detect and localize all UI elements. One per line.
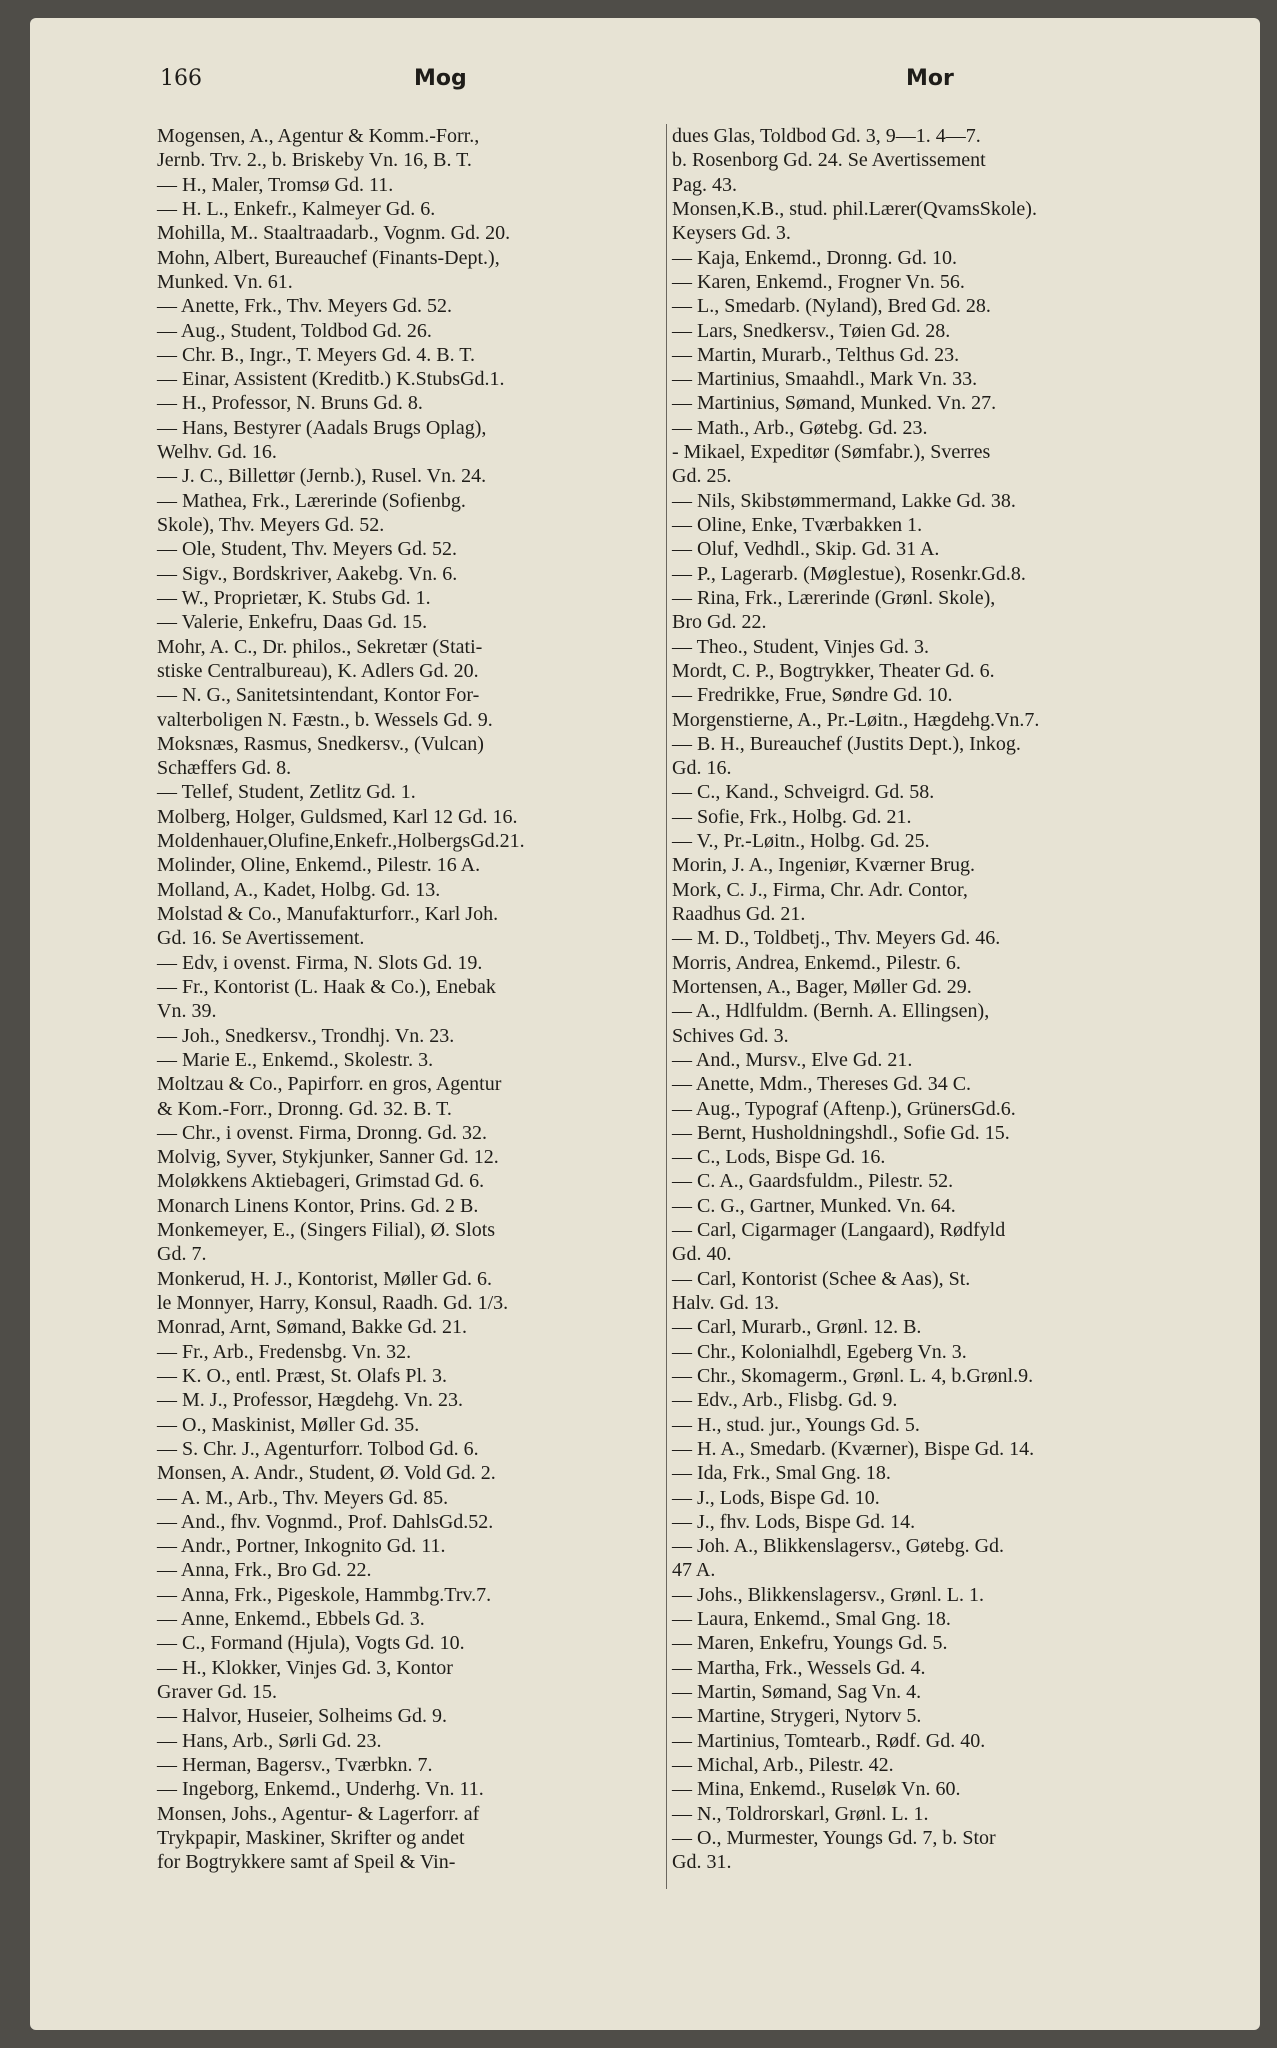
entry-line: Monsen, A. Andr., Student, Ø. Vold Gd. 2. xyxy=(157,1462,496,1485)
entry-line: Moltzau & Co., Papirforr. en gros, Agentur xyxy=(157,1073,502,1096)
entry-sub-line: — Martine, Strygeri, Nytorv 5. xyxy=(672,1705,922,1728)
entry-sub-line: — C., Lods, Bispe Gd. 16. xyxy=(672,1146,886,1169)
entry-line: le Monnyer, Harry, Konsul, Raadh. Gd. 1/3. xyxy=(157,1292,509,1314)
entry-sub-line: — Oluf, Vedhdl., Skip. Gd. 31 A. xyxy=(672,538,940,561)
entry-continuation-line: Gd. 16. xyxy=(672,757,732,780)
entry-sub-line: — H., stud. jur., Youngs Gd. 5. xyxy=(672,1413,920,1436)
entry-sub-line: - Mikael, Expeditør (Sømfabr.), Sverres xyxy=(672,441,991,464)
entry-continuation-line: Gd. 25. xyxy=(672,465,732,488)
left-column xyxy=(157,124,659,1875)
entry-continuation-line: Trykpapir, Maskiner, Skrifter og andet xyxy=(157,1826,465,1849)
entry-sub-line: — L., Smedarb. (Nyland), Bred Gd. 28. xyxy=(672,295,991,318)
header-left-keyword: Mog xyxy=(414,66,467,91)
entry-sub-line: — S. Chr. J., Agenturforr. Tolbod Gd. 6. xyxy=(157,1437,479,1460)
page-number: 166 xyxy=(160,66,202,91)
entry-line: Moløkkens Aktiebageri, Grimstad Gd. 6. xyxy=(157,1170,485,1193)
entry-line: Monkerud, H. J., Kontorist, Møller Gd. 6. xyxy=(157,1267,492,1290)
entry-sub-line: — Carl, Cigarmager (Langaard), Rødfyld xyxy=(672,1219,1006,1242)
entry-sub-line: — Andr., Portner, Inkognito Gd. 11. xyxy=(157,1535,446,1558)
entry-sub-line: — C., Formand (Hjula), Vogts Gd. 10. xyxy=(157,1632,465,1655)
entry-sub-line: — Halvor, Huseier, Solheims Gd. 9. xyxy=(157,1705,448,1728)
entry-continuation-line: Gd. 40. xyxy=(672,1243,732,1266)
entry-sub-line: — Tellef, Student, Zetlitz Gd. 1. xyxy=(157,781,416,804)
entry-sub-line: — Mina, Enkemd., Ruseløk Vn. 60. xyxy=(672,1778,961,1801)
entry-continuation-line: Gd. 7. xyxy=(157,1243,207,1266)
entry-sub-line: — Aug., Student, Toldbod Gd. 26. xyxy=(157,319,432,342)
entry-line: Monsen,K.B., stud. phil.Lærer(QvamsSkole). xyxy=(672,197,1037,220)
entry-continuation-line: Munked. Vn. 61. xyxy=(157,270,293,293)
entry-sub-line: — Marie E., Enkemd., Skolestr. 3. xyxy=(157,1048,434,1071)
entry-continuation-line: Halv. Gd. 13. xyxy=(672,1292,780,1314)
entry-sub-line: — Fredrikke, Frue, Søndre Gd. 10. xyxy=(672,684,953,707)
entry-sub-line: — Theo., Student, Vinjes Gd. 3. xyxy=(672,635,929,658)
entry-continuation-line: b. Rosenborg Gd. 24. Se Avertissement xyxy=(672,149,986,172)
entry-sub-line: — Martinius, Tomtearb., Rødf. Gd. 40. xyxy=(672,1729,986,1752)
entry-sub-line: — And., fhv. Vognmd., Prof. DahlsGd.52. xyxy=(157,1510,494,1533)
entry-continuation-line: & Kom.-Forr., Dronng. Gd. 32. B. T. xyxy=(157,1097,452,1120)
entry-sub-line: — Bernt, Husholdningshdl., Sofie Gd. 15. xyxy=(672,1121,1010,1144)
entry-line: Molstad & Co., Manufakturforr., Karl Joh. xyxy=(157,903,499,925)
entry-sub-line: — J. C., Billettør (Jernb.), Rusel. Vn. 24. xyxy=(157,465,487,488)
entry-sub-line: — Rina, Frk., Lærerinde (Grønl. Skole), xyxy=(672,586,996,609)
entry-line: Morgenstierne, A., Pr.-Løitn., Hægdehg.Vn.7. xyxy=(672,708,1040,731)
entry-continuation-line: valterboligen N. Fæstn., b. Wessels Gd. 9. xyxy=(157,708,493,731)
entry-line: Mohr, A. C., Dr. philos., Sekretær (Stati- xyxy=(157,635,483,658)
entry-sub-line: — Ingeborg, Enkemd., Underhg. Vn. 11. xyxy=(157,1778,484,1801)
entry-sub-line: — P., Lagerarb. (Møglestue), Rosenkr.Gd.8. xyxy=(672,562,1026,585)
entry-sub-line: — Anna, Frk., Pigeskole, Hammbg.Trv.7. xyxy=(157,1583,492,1606)
entry-sub-line: — C. A., Gaardsfuldm., Pilestr. 52. xyxy=(672,1170,954,1193)
entry-sub-line: — H. A., Smedarb. (Kværner), Bispe Gd. 14. xyxy=(672,1437,1035,1460)
entry-sub-line: — O., Maskinist, Møller Gd. 35. xyxy=(157,1413,420,1436)
entry-continuation-line: Vn. 39. xyxy=(157,1000,217,1023)
entry-continuation-line: Welhv. Gd. 16. xyxy=(157,441,277,464)
entry-sub-line: — Anette, Frk., Thv. Meyers Gd. 52. xyxy=(157,295,452,318)
entry-sub-line: — Martin, Murarb., Telthus Gd. 23. xyxy=(672,343,960,366)
entry-sub-line: — Anne, Enkemd., Ebbels Gd. 3. xyxy=(157,1608,425,1631)
entry-sub-line: — K. O., entl. Præst, St. Olafs Pl. 3. xyxy=(157,1364,448,1387)
entry-sub-line: — H., Maler, Tromsø Gd. 11. xyxy=(157,173,394,196)
entry-continuation-line: Jernb. Trv. 2., b. Briskeby Vn. 16, B. T. xyxy=(157,149,472,172)
entry-sub-line: — Aug., Typograf (Aftenp.), GrünersGd.6. xyxy=(672,1097,1016,1120)
entry-line: Mordt, C. P., Bogtrykker, Theater Gd. 6. xyxy=(672,659,995,682)
entry-sub-line: — Laura, Enkemd., Smal Gng. 18. xyxy=(672,1608,951,1631)
entry-continuation-line: 47 A. xyxy=(672,1559,716,1582)
entry-line: Molinder, Oline, Enkemd., Pilestr. 16 A. xyxy=(157,854,481,877)
entry-sub-line: — Sigv., Bordskriver, Aakebg. Vn. 6. xyxy=(157,562,458,585)
entry-sub-line: — Michal, Arb., Pilestr. 42. xyxy=(672,1753,894,1776)
entry-line: Mork, C. J., Firma, Chr. Adr. Contor, xyxy=(672,878,968,901)
entry-continuation-line: Skole), Thv. Meyers Gd. 52. xyxy=(157,514,385,536)
entry-sub-line: — Karen, Enkemd., Frogner Vn. 56. xyxy=(672,270,965,293)
entry-line: Monrad, Arnt, Sømand, Bakke Gd. 21. xyxy=(157,1316,467,1339)
entry-line: Morris, Andrea, Enkemd., Pilestr. 6. xyxy=(672,951,961,974)
entry-sub-line: — A., Hdlfuldm. (Bernh. A. Ellingsen), xyxy=(672,1000,990,1023)
entry-sub-line: — Edv, i ovenst. Firma, N. Slots Gd. 19. xyxy=(157,951,483,974)
entry-line: Molland, A., Kadet, Holbg. Gd. 13. xyxy=(157,878,441,901)
entry-sub-line: — Ole, Student, Thv. Meyers Gd. 52. xyxy=(157,538,457,561)
column-divider xyxy=(666,124,667,1889)
entry-continuation-line: Schæffers Gd. 8. xyxy=(157,757,292,780)
entry-line: Moldenhauer,Olufine,Enkefr.,HolbergsGd.21. xyxy=(157,830,525,853)
entry-sub-line: — Edv., Arb., Flisbg. Gd. 9. xyxy=(672,1389,898,1412)
entry-sub-line: — Carl, Murarb., Grønl. 12. B. xyxy=(672,1316,922,1339)
entry-continuation-line: Keysers Gd. 3. xyxy=(672,222,791,245)
entry-sub-line: — Martin, Sømand, Sag Vn. 4. xyxy=(672,1681,922,1703)
entry-sub-line: — V., Pr.-Løitn., Holbg. Gd. 25. xyxy=(672,830,930,853)
entry-sub-line: — Anette, Mdm., Thereses Gd. 34 C. xyxy=(672,1073,972,1096)
entry-sub-line: — J., fhv. Lods, Bispe Gd. 14. xyxy=(672,1510,916,1533)
entry-sub-line: — N. G., Sanitetsintendant, Kontor For- xyxy=(157,684,480,707)
entry-sub-line: — Oline, Enke, Tværbakken 1. xyxy=(672,514,923,536)
entry-sub-line: — O., Murmester, Youngs Gd. 7, b. Stor xyxy=(672,1826,996,1849)
entry-continuation-line: Graver Gd. 15. xyxy=(157,1681,277,1703)
entry-continuation-line: Gd. 16. Se Avertissement. xyxy=(157,927,365,950)
entry-sub-line: — Chr. B., Ingr., T. Meyers Gd. 4. B. T. xyxy=(157,343,475,366)
entry-sub-line: — Ida, Frk., Smal Gng. 18. xyxy=(672,1462,891,1485)
entry-sub-line: — Einar, Assistent (Kreditb.) K.StubsGd.1. xyxy=(157,368,505,391)
entry-continuation-line: stiske Centralbureau), K. Adlers Gd. 20. xyxy=(157,659,479,682)
entry-sub-line: — And., Mursv., Elve Gd. 21. xyxy=(672,1048,913,1071)
entry-line: Morin, J. A., Ingeniør, Kværner Brug. xyxy=(672,854,976,877)
entry-sub-line: — A. M., Arb., Thv. Meyers Gd. 85. xyxy=(157,1486,449,1509)
entry-continuation-line: Pag. 43. xyxy=(672,173,737,196)
entry-sub-line: — M. J., Professor, Hægdehg. Vn. 23. xyxy=(157,1389,464,1412)
entry-line: Monarch Linens Kontor, Prins. Gd. 2 B. xyxy=(157,1194,479,1217)
entry-sub-line: — Hans, Bestyrer (Aadals Brugs Oplag), xyxy=(157,416,487,439)
entry-sub-line: — H., Professor, N. Bruns Gd. 8. xyxy=(157,392,423,415)
entry-line: Mortensen, A., Bager, Møller Gd. 29. xyxy=(672,975,972,998)
entry-sub-line: — Martinius, Sømand, Munked. Vn. 27. xyxy=(672,392,997,415)
entry-sub-line: — Maren, Enkefru, Youngs Gd. 5. xyxy=(672,1632,948,1655)
entry-sub-line: — C., Kand., Schveigrd. Gd. 58. xyxy=(672,781,935,804)
entry-sub-line: — Chr., i ovenst. Firma, Dronng. Gd. 32. xyxy=(157,1121,487,1144)
right-column xyxy=(672,124,1192,1875)
entry-sub-line: — H., Klokker, Vinjes Gd. 3, Kontor xyxy=(157,1656,453,1679)
entry-sub-line: — Hans, Arb., Sørli Gd. 23. xyxy=(157,1729,382,1752)
entry-sub-line: — Anna, Frk., Bro Gd. 22. xyxy=(157,1559,372,1582)
entry-continuation-line: Bro Gd. 22. xyxy=(672,611,767,634)
entry-line: Monkemeyer, E., (Singers Filial), Ø. Slots xyxy=(157,1219,496,1242)
entry-sub-line: — Fr., Kontorist (L. Haak & Co.), Enebak xyxy=(157,975,496,998)
entry-sub-line: — Mathea, Frk., Lærerinde (Sofienbg. xyxy=(157,489,466,512)
header-right-keyword: Mor xyxy=(906,66,954,91)
entry-sub-line: — Joh., Snedkersv., Trondhj. Vn. 23. xyxy=(157,1024,455,1047)
page-header xyxy=(0,62,1277,102)
entry-continuation-line: Raadhus Gd. 21. xyxy=(672,903,806,925)
entry-sub-line: — Nils, Skibstømmermand, Lakke Gd. 38. xyxy=(672,489,1016,512)
entry-sub-line: — B. H., Bureauchef (Justits Dept.), Inkog. xyxy=(672,732,1021,755)
entry-continuation-line: for Bogtrykkere samt af Speil & Vin- xyxy=(157,1851,456,1874)
entry-sub-line: — Valerie, Enkefru, Daas Gd. 15. xyxy=(157,611,428,634)
entry-sub-line: — W., Proprietær, K. Stubs Gd. 1. xyxy=(157,586,431,609)
entry-sub-line: — Herman, Bagersv., Tværbkn. 7. xyxy=(157,1753,433,1776)
entry-sub-line: — Johs., Blikkenslagersv., Grønl. L. 1. xyxy=(672,1583,985,1606)
entry-continuation-line: dues Glas, Toldbod Gd. 3, 9—1. 4—7. xyxy=(672,125,981,147)
entry-line: Mohilla, M.. Staaltraadarb., Vognm. Gd. 20. xyxy=(157,222,511,245)
entry-line: Moksnæs, Rasmus, Snedkersv., (Vulcan) xyxy=(157,732,484,755)
entry-continuation-line: Gd. 31. xyxy=(672,1851,732,1874)
entry-line: Molvig, Syver, Stykjunker, Sanner Gd. 12. xyxy=(157,1146,499,1169)
entry-continuation-line: Schives Gd. 3. xyxy=(672,1024,789,1047)
entry-sub-line: — Fr., Arb., Fredensbg. Vn. 32. xyxy=(157,1340,412,1363)
entry-sub-line: — Chr., Kolonialhdl, Egeberg Vn. 3. xyxy=(672,1340,967,1363)
entry-sub-line: — J., Lods, Bispe Gd. 10. xyxy=(672,1486,880,1509)
entry-sub-line: — Math., Arb., Gøtebg. Gd. 23. xyxy=(672,416,928,439)
entry-sub-line: — Joh. A., Blikkenslagersv., Gøtebg. Gd. xyxy=(672,1535,1005,1558)
entry-sub-line: — H. L., Enkefr., Kalmeyer Gd. 6. xyxy=(157,197,436,220)
entry-sub-line: — Sofie, Frk., Holbg. Gd. 21. xyxy=(672,805,912,828)
entry-sub-line: — Carl, Kontorist (Schee & Aas), St. xyxy=(672,1267,971,1290)
entry-sub-line: — M. D., Toldbetj., Thv. Meyers Gd. 46. xyxy=(672,927,1001,950)
entry-sub-line: — Martinius, Smaahdl., Mark Vn. 33. xyxy=(672,368,978,391)
entry-sub-line: — C. G., Gartner, Munked. Vn. 64. xyxy=(672,1194,956,1217)
entry-sub-line: — Kaja, Enkemd., Dronng. Gd. 10. xyxy=(672,246,957,269)
entry-sub-line: — Chr., Skomagerm., Grønl. L. 4, b.Grønl.9. xyxy=(672,1364,1034,1387)
entry-line: Monsen, Johs., Agentur- & Lagerforr. af xyxy=(157,1802,480,1825)
entry-line: Mohn, Albert, Bureauchef (Finants-Dept.), xyxy=(157,246,500,269)
entry-sub-line: — N., Toldrorskarl, Grønl. L. 1. xyxy=(672,1802,929,1825)
entry-sub-line: — Lars, Snedkersv., Tøien Gd. 28. xyxy=(672,319,951,342)
entry-line: Mogensen, A., Agentur & Komm.-Forr., xyxy=(157,125,480,147)
entry-sub-line: — Martha, Frk., Wessels Gd. 4. xyxy=(672,1656,926,1679)
entry-line: Molberg, Holger, Guldsmed, Karl 12 Gd. 16. xyxy=(157,805,518,828)
